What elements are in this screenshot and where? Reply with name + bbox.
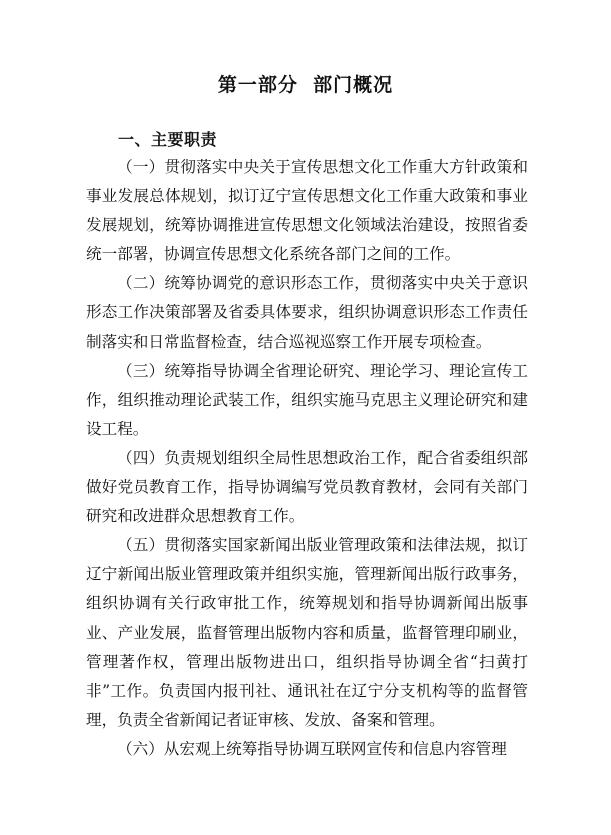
paragraph-5: （五）贯彻落实国家新闻出版业管理政策和法律法规，拟订辽宁新闻出版业管理政策并组织实施，管理新闻出版行政事务，组织协调有关行政审批工作，统筹规划和指导协调新闻出版事业、产业发展，监督管理出版物内容和质量，监督管理印刷业，管理著作权，管理出版物进出口，组织指导协调全省“扫黄打非”工作。负责国内报刊社、通讯社在辽宁分支机构等的监督管理，负责全省新闻记者证审核、发放、备案和管理。 (86, 536, 528, 729)
document-body (86, 153, 528, 764)
section-heading: 一、主要职责 (118, 130, 218, 149)
page-title: 第一部分 部门概况 (217, 74, 394, 96)
paragraph-3: （三）统筹指导协调全省理论研究、理论学习、理论宣传工作，组织推动理论武装工作，组织实施马克思主义理论研究和建设工程。 (86, 361, 528, 438)
paragraph-1: （一）贯彻落实中央关于宣传思想文化工作重大方针政策和事业发展总体规划，拟订辽宁宣传思想文化工作重大政策和事业发展规划，统筹协调推进宣传思想文化领域法治建设，按照省委统一部署，协调宣传思想文化系统各部门之间的工作。 (86, 158, 528, 264)
paragraph-6: （六）从宏观上统筹指导协调互联网宣传和信息内容管理 (117, 739, 507, 758)
paragraph-4: （四）负责规划组织全局性思想政治工作，配合省委组织部做好党员教育工作，指导协调编写党员教育教材，会同有关部门研究和改进群众思想教育工作。 (86, 448, 528, 526)
paragraph-2: （二）统筹协调党的意识形态工作，贯彻落实中央关于意识形态工作决策部署及省委具体要求，组织协调意识形态工作责任制落实和日常监督检查，结合巡视巡察工作开展专项检查。 (86, 274, 528, 351)
